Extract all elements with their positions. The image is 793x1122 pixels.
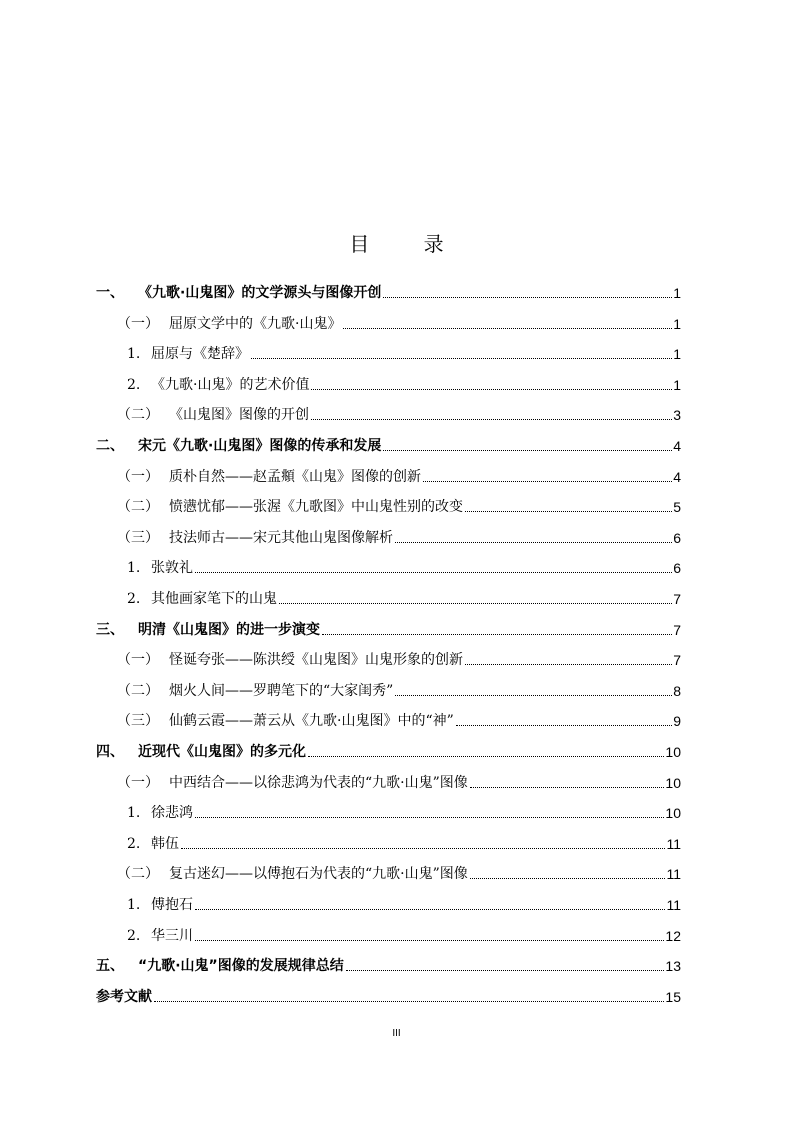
toc-entry-title: “九歌·山鬼”图像的发展规律总结 [138, 958, 344, 975]
toc-entry-page: 7 [673, 621, 681, 638]
toc-entry-number: （二） [117, 866, 159, 883]
toc-entry-page: 7 [673, 652, 681, 669]
toc-entry-title: 参考文献 [96, 988, 152, 1005]
toc-entry-number: 2. [127, 591, 141, 607]
toc-entry[interactable] [127, 834, 681, 854]
toc-dot-leader [154, 1000, 664, 1002]
toc-entry-page: 13 [665, 958, 681, 975]
toc-entry-number: （一） [117, 468, 159, 485]
toc-entry[interactable] [96, 956, 681, 976]
toc-entry-title: 韩伍 [151, 835, 179, 852]
toc-entry[interactable] [96, 620, 681, 640]
toc-entry-title: 技法师古——宋元其他山鬼图像解析 [169, 529, 393, 546]
toc-dot-leader [470, 786, 665, 788]
toc-entry-title: 其他画家笔下的山鬼 [151, 591, 277, 607]
toc-entry-number: 四、 [96, 744, 124, 760]
toc-entry-title: 屈原与《楚辞》 [151, 346, 249, 363]
toc-dot-leader [311, 418, 672, 420]
toc-entry[interactable] [117, 681, 681, 701]
toc-entry-title: 中西结合——以徐悲鸿为代表的“九歌·山鬼”图像 [169, 774, 468, 791]
toc-entry-page: 9 [673, 713, 681, 730]
toc-entry[interactable] [117, 314, 681, 334]
toc-entry[interactable] [117, 650, 681, 670]
toc-entry-number: 2. [127, 376, 141, 393]
toc-dot-leader [181, 847, 665, 849]
toc-entry-number: 二、 [96, 438, 124, 454]
toc-entry-page: 5 [673, 499, 681, 516]
toc-entry-page: 1 [673, 376, 681, 393]
toc-dot-leader [195, 816, 664, 818]
toc-entry-number: （一） [117, 774, 159, 791]
toc-entry-page: 10 [665, 805, 681, 822]
toc-dot-leader [465, 663, 672, 665]
toc-entry[interactable] [127, 803, 681, 823]
toc-dot-leader [383, 449, 672, 451]
toc-dot-leader [251, 357, 672, 359]
toc-entry-page: 4 [673, 438, 681, 454]
toc-entry[interactable] [96, 987, 681, 1007]
toc-entry-title: 宋元《九歌·山鬼图》图像的传承和发展 [138, 438, 382, 454]
toc-entry-page: 1 [673, 285, 681, 301]
toc-entry-page: 7 [673, 591, 681, 607]
toc-entry[interactable] [127, 558, 681, 578]
toc-entry[interactable] [117, 711, 681, 731]
toc-entry-title: 质朴自然——赵孟頫《山鬼》图像的创新 [169, 468, 421, 485]
toc-entry-title: 复古迷幻——以傅抱石为代表的“九歌·山鬼”图像 [169, 866, 468, 883]
toc-entry-title: 烟火人间——罗聘笔下的“大家闺秀” [169, 682, 394, 699]
toc-entry-page: 3 [673, 407, 681, 424]
toc-dot-leader [322, 633, 672, 635]
toc-dot-leader [195, 908, 665, 910]
toc-entry-page: 6 [673, 529, 681, 546]
toc-dot-leader [456, 724, 672, 726]
toc-entry-title: 屈原文学中的《九歌·山鬼》 [169, 315, 342, 332]
toc-entry-number: 2. [127, 835, 141, 852]
toc-dot-leader [346, 969, 665, 971]
toc-entry-number: 2. [127, 927, 141, 944]
toc-dot-leader [195, 571, 672, 573]
toc-entry-page: 10 [665, 774, 681, 791]
toc-dot-leader [343, 327, 672, 329]
toc-entry-title: 傅抱石 [151, 897, 193, 913]
toc-entry[interactable] [127, 375, 681, 395]
toc-dot-leader [470, 877, 666, 879]
toc-entry[interactable] [127, 344, 681, 364]
toc-dot-leader [423, 480, 672, 482]
toc-entry-number: （三） [117, 529, 159, 546]
toc-dot-leader [308, 755, 664, 757]
toc-dot-leader [395, 694, 672, 696]
toc-entry[interactable] [117, 497, 681, 517]
toc-entry-page: 6 [673, 560, 681, 577]
toc-entry-number: 一、 [96, 285, 124, 301]
toc-entry-number: （二） [117, 407, 159, 424]
toc-entry-number: 1. [127, 805, 141, 822]
toc-entry-page: 1 [673, 315, 681, 332]
toc-entry-number: （一） [117, 315, 159, 332]
toc-entry-title: 明清《山鬼图》的进一步演变 [138, 621, 320, 638]
toc-entry-page: 15 [665, 988, 681, 1005]
page-title: 目 录 [349, 232, 468, 256]
toc-entry-number: （一） [117, 652, 159, 669]
toc-entry-page: 11 [666, 866, 681, 883]
toc-entry-number: 五、 [96, 958, 124, 975]
toc-entry-title: 愤懑忧郁——张渥《九歌图》中山鬼性别的改变 [169, 499, 463, 516]
toc-entry-number: 1. [127, 560, 141, 577]
toc-entry-page: 10 [665, 744, 681, 760]
toc-entry-number: （二） [117, 499, 159, 516]
toc-entry-number: 三、 [96, 621, 124, 638]
toc-entry-page: 1 [673, 346, 681, 363]
toc-entry[interactable] [117, 864, 681, 884]
toc-dot-leader [395, 541, 672, 543]
toc-entry[interactable] [117, 405, 681, 425]
toc-entry-title: 《九歌·山鬼图》的文学源头与图像开创 [138, 285, 382, 301]
toc-entry-number: 1. [127, 346, 141, 363]
toc-entry-page: 11 [666, 897, 681, 913]
toc-entry-title: 《九歌·山鬼》的艺术价值 [151, 376, 310, 393]
toc-entry-title: 华三川 [151, 927, 193, 944]
toc-entry-page: 4 [673, 468, 681, 485]
toc-entry[interactable] [96, 283, 681, 303]
toc-entry-title: 仙鹤云霞——萧云从《九歌·山鬼图》中的“神” [169, 713, 454, 730]
toc-entry-page: 8 [673, 682, 681, 699]
toc-entry[interactable] [117, 467, 681, 487]
toc-entry-title: 近现代《山鬼图》的多元化 [138, 744, 306, 760]
toc-dot-leader [311, 388, 672, 390]
toc-dot-leader [383, 296, 672, 298]
toc-entry-page: 12 [665, 927, 681, 944]
toc-entry[interactable] [127, 926, 681, 946]
toc-entry[interactable] [117, 528, 681, 548]
toc-entry-title: 《山鬼图》图像的开创 [169, 407, 309, 424]
toc-entry-title: 徐悲鸿 [151, 805, 193, 822]
toc-entry-title: 怪诞夸张——陈洪绶《山鬼图》山鬼形象的创新 [169, 652, 463, 669]
toc-entry-page: 11 [666, 835, 681, 852]
toc-entry-number: 1. [127, 897, 141, 913]
toc-entry[interactable] [127, 589, 681, 609]
toc-entry-title: 张敦礼 [151, 560, 193, 577]
page-number-footer: III [392, 1028, 401, 1039]
toc-entry-number: （三） [117, 713, 159, 730]
toc-dot-leader [279, 602, 672, 604]
toc-dot-leader [465, 510, 672, 512]
toc-entry[interactable] [117, 773, 681, 793]
toc-entry[interactable] [127, 895, 681, 915]
toc-entry-number: （二） [117, 682, 159, 699]
toc-dot-leader [195, 939, 664, 941]
toc-entry[interactable] [96, 742, 681, 762]
toc-entry[interactable] [96, 436, 681, 456]
